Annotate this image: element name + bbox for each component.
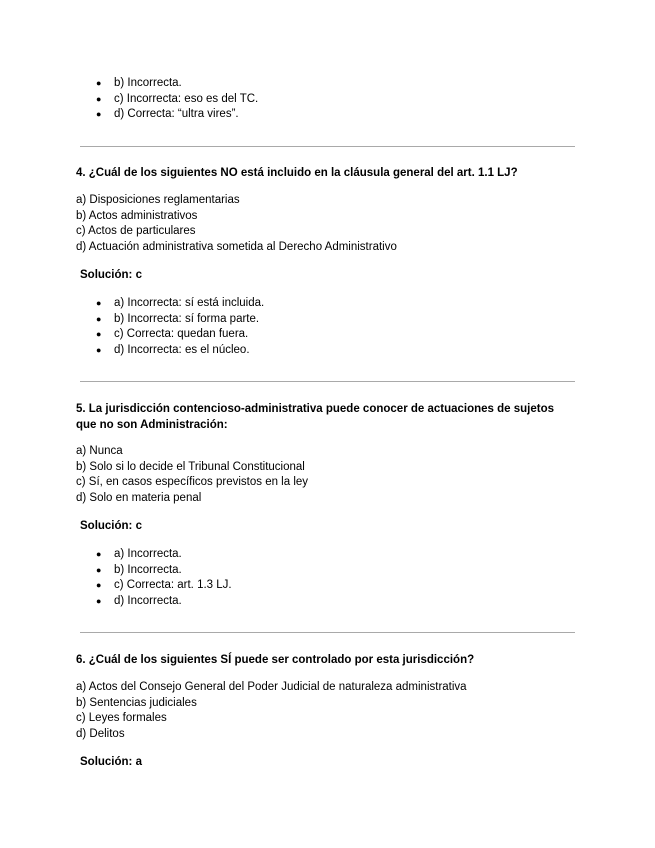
- option-c: c) Leyes formales: [76, 712, 167, 725]
- list-item: ● b) Incorrecta.: [96, 563, 232, 579]
- divider: [80, 632, 575, 633]
- bullet-icon: ●: [96, 595, 102, 606]
- list-item: ● d) Incorrecta: es el núcleo.: [96, 343, 264, 359]
- list-item: ● d) Correcta: “ultra vires”.: [96, 107, 258, 123]
- bullet-icon: ●: [96, 329, 102, 340]
- question-5-title: 5. La jurisdicción contencioso-administrativa puede conocer de actuaciones de sujetos que no son Administración:: [76, 403, 555, 431]
- option-d: d) Delitos: [76, 727, 125, 740]
- option-b: b) Sentencias judiciales: [76, 696, 197, 709]
- list-item: ● b) Incorrecta.: [96, 76, 258, 92]
- question-4-options: [76, 193, 397, 255]
- bullet-icon: ●: [96, 564, 102, 575]
- question-6-options: [76, 680, 467, 742]
- option-a: a) Nunca: [76, 445, 123, 457]
- list-item: ● a) Incorrecta.: [96, 547, 232, 563]
- list-item: ● c) Incorrecta: eso es del TC.: [96, 92, 258, 108]
- question-4-title: 4. ¿Cuál de los siguientes NO está incluido en la cláusula general del art. 1.1 LJ?: [76, 167, 518, 179]
- question-5-solution-list: [96, 547, 232, 609]
- list-item: ● c) Correcta: quedan fuera.: [96, 327, 264, 343]
- list-item: ● a) Incorrecta: sí está incluida.: [96, 296, 264, 312]
- bullet-icon: ●: [96, 109, 102, 120]
- option-d: d) Actuación administrativa sometida al Derecho Administrativo: [76, 240, 397, 253]
- list-item: ● d) Incorrecta.: [96, 594, 232, 610]
- bullet-icon: ●: [96, 344, 102, 355]
- bullet-icon: ●: [96, 78, 102, 88]
- bullet-icon: ●: [96, 298, 102, 308]
- question-5-options: [76, 444, 308, 506]
- option-b: b) Actos administrativos: [76, 209, 198, 222]
- question-4-solution-list: [96, 296, 264, 358]
- prev-solution-list: [96, 76, 258, 123]
- bullet-icon: ●: [96, 580, 102, 591]
- divider: [80, 381, 575, 382]
- question-5-solution: Solución: c: [80, 520, 142, 532]
- list-item: ● b) Incorrecta: sí forma parte.: [96, 312, 264, 328]
- question-6-title: 6. ¿Cuál de los siguientes SÍ puede ser controlado por esta jurisdicción?: [76, 654, 475, 666]
- question-4-solution: Solución: c: [80, 269, 142, 281]
- option-c: c) Sí, en casos específicos previstos en la ley: [76, 476, 309, 489]
- option-a: a) Disposiciones reglamentarias: [76, 194, 240, 206]
- option-d: d) Solo en materia penal: [76, 491, 202, 504]
- list-item: ● c) Correcta: art. 1.3 LJ.: [96, 578, 232, 594]
- divider: [80, 146, 575, 147]
- option-a: a) Actos del Consejo General del Poder Judicial de naturaleza administrativa: [76, 681, 467, 693]
- bullet-icon: ●: [96, 93, 102, 104]
- bullet-icon: ●: [96, 313, 102, 324]
- option-c: c) Actos de particulares: [76, 225, 196, 238]
- bullet-icon: ●: [96, 549, 102, 559]
- question-6-solution: Solución: a: [80, 756, 142, 768]
- option-b: b) Solo si lo decide el Tribunal Constitucional: [76, 460, 305, 473]
